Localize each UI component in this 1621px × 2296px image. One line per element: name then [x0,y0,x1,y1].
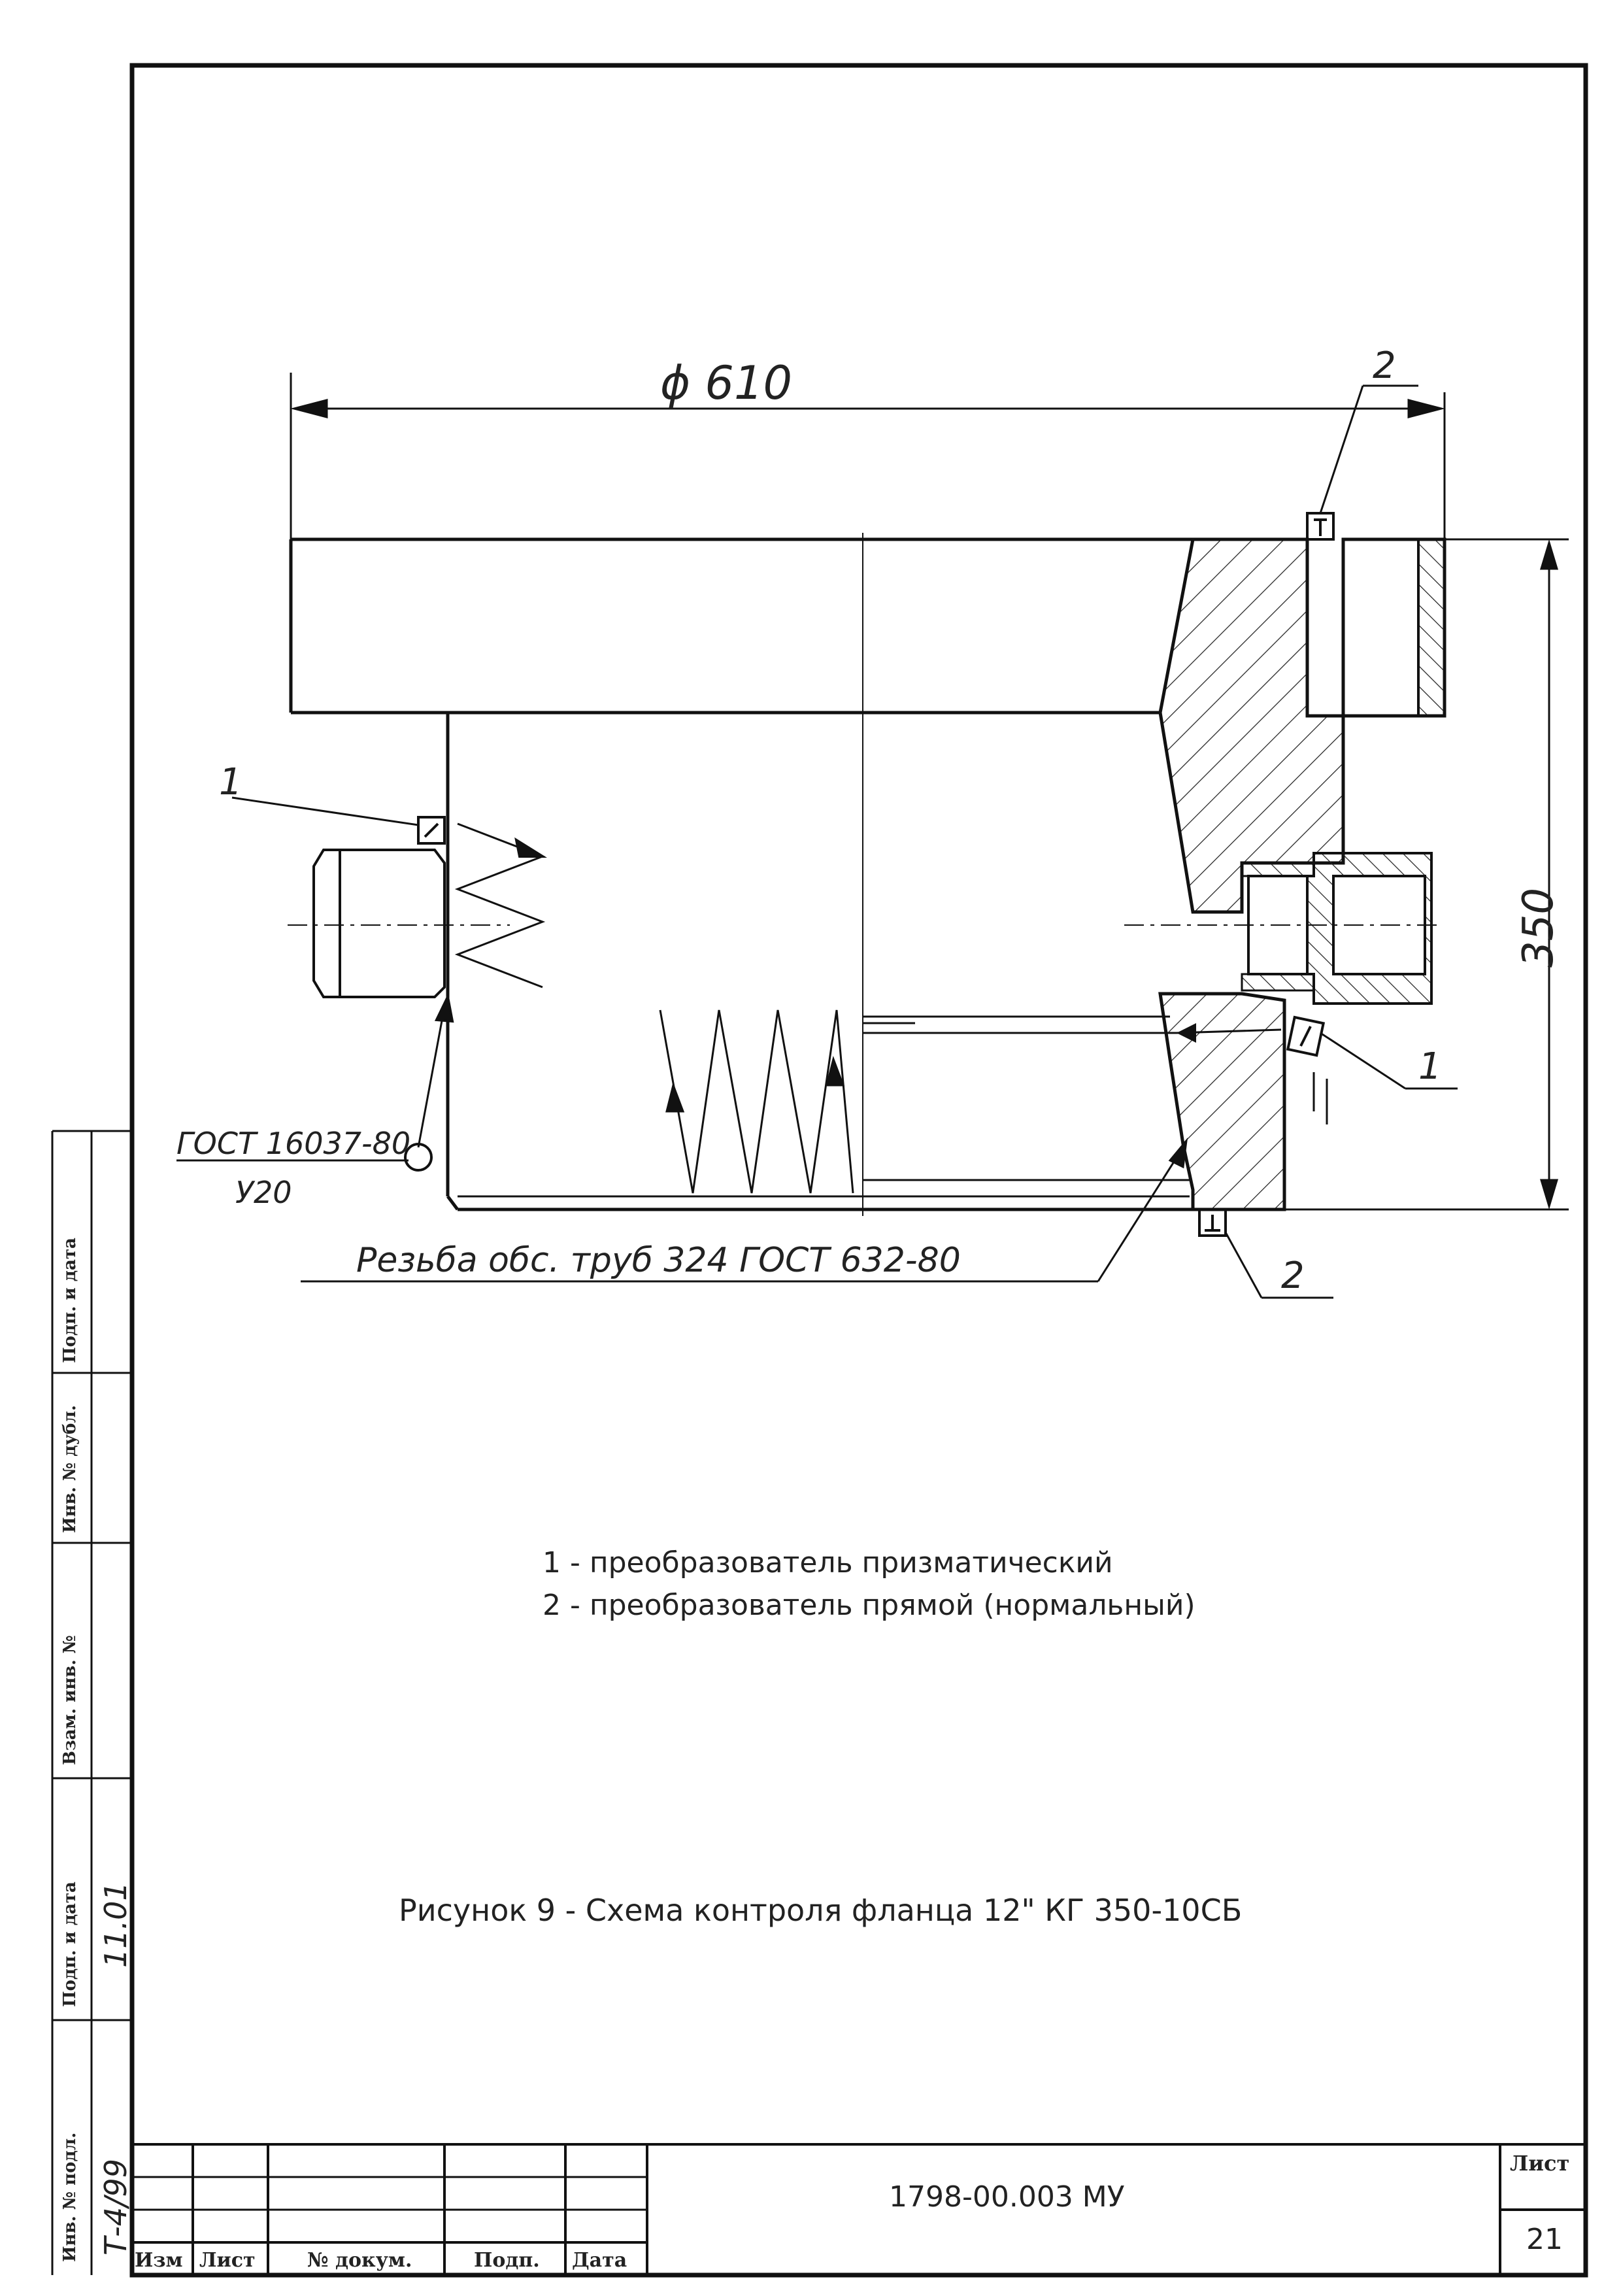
legend-item-1: 1 - преобразователь призматический [543,1546,1113,1579]
gost-plug-sub: У20 [235,1175,292,1210]
tb-header-doc: № докум. [307,2249,412,2272]
gost-plug-label: ГОСТ 16037-80 [176,1126,411,1161]
side-label-inv-podl: Инв. № подл. [60,2132,80,2262]
side-label-inv-dubl: Инв. № дубл. [60,1405,80,1533]
callout-1-left: 1 [219,761,242,803]
tb-header-data: Дата [572,2249,627,2272]
tb-header-podp: Подп. [474,2249,540,2272]
side-label-podp-data-2: Подп. и дата [60,1238,80,1363]
callout-1-right: 1 [1418,1045,1442,1088]
plug-left [176,850,510,1170]
dim-diameter-text: ϕ 610 [660,356,793,410]
sheet-label: Лист [1510,2151,1570,2176]
tb-header-list: Лист [199,2249,256,2272]
callout-2-bottom: 2 [1281,1255,1305,1297]
sheet-frame [132,65,1586,2275]
legend-item-2: 2 - преобразователь прямой (нормальный) [543,1589,1195,1622]
tb-header-izm: Изм [135,2249,183,2272]
side-handwritten-inv: Т-4/99 [98,2159,133,2255]
dim-height-text: 350 [1514,887,1563,968]
dimension-diameter [291,373,1445,539]
thread-note: Резьба обс. труб 324 ГОСТ 632-80 [356,1241,961,1280]
flange-outline [291,533,1193,1216]
side-handwritten-date: 11.01 [98,1882,133,1968]
side-label-vzam-inv: Взам. инв. № [60,1635,80,1765]
figure-caption: Рисунок 9 - Схема контроля фланца 12" КГ 350-10СБ [399,1893,1243,1928]
bore-beam-path [660,1010,915,1193]
flange-section [1124,539,1445,1209]
transducer-1-left [232,798,543,987]
callout-2-top: 2 [1373,345,1396,387]
transducer-2-bottom [1199,1209,1333,1298]
side-label-podp-data: Подп. и дата [60,1882,80,2007]
doc-code: 1798-00.003 МУ [889,2180,1125,2214]
sheet-number: 21 [1526,2223,1563,2256]
